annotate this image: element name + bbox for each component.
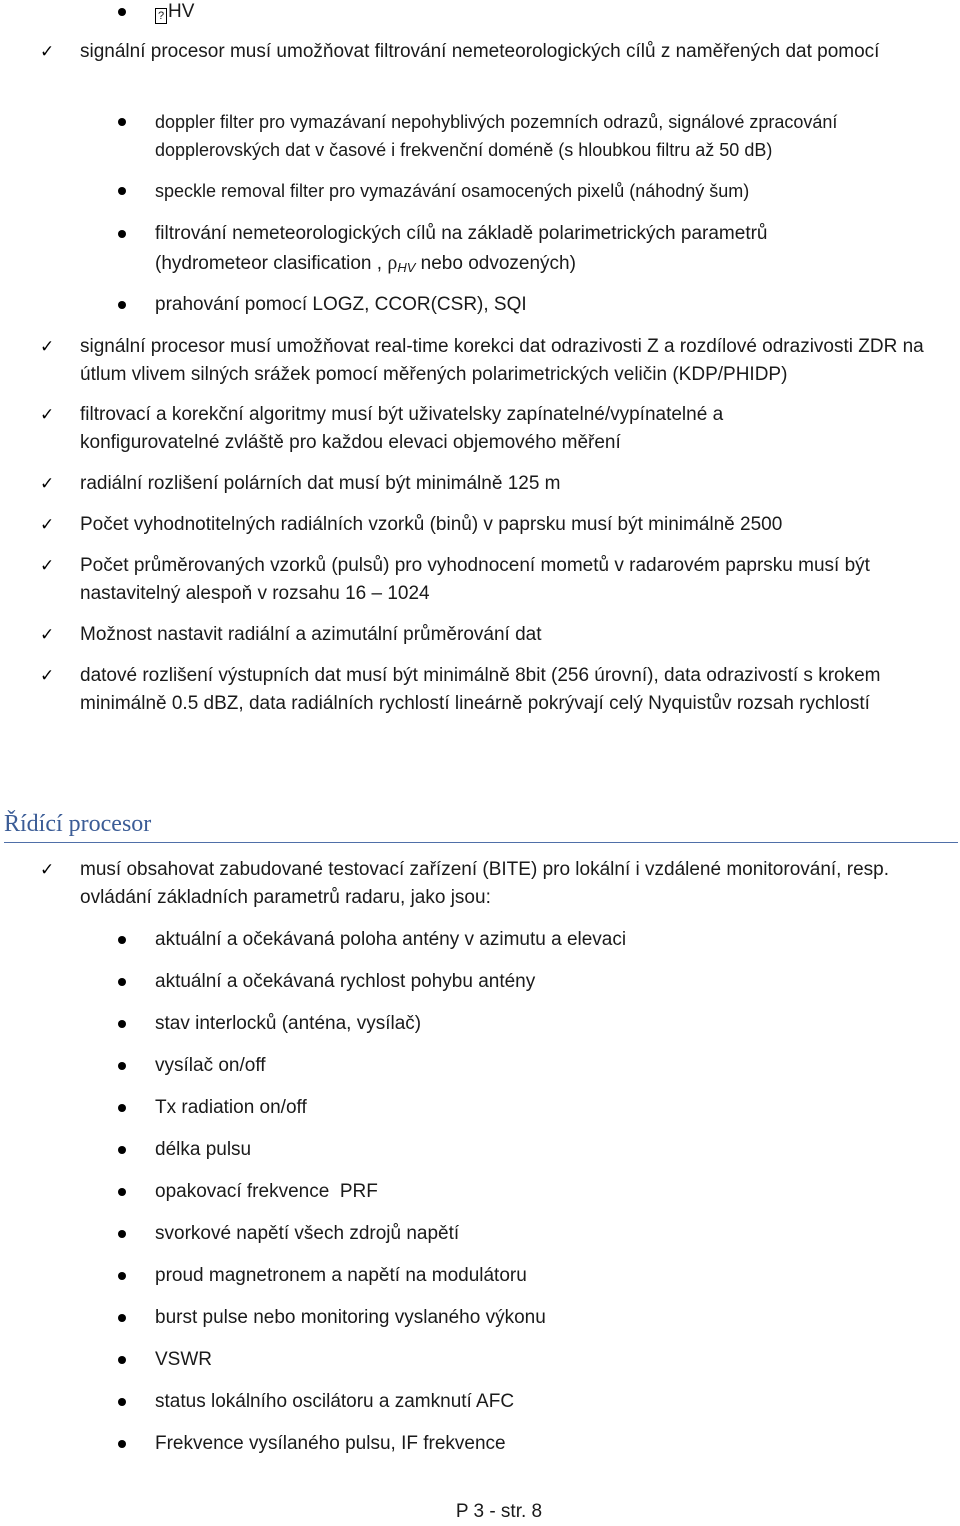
polarimetric-line: (hydrometeor clasification , $\rho_{HV}$ nebo odvozených): [155, 252, 576, 275]
bullet-icon: [118, 1398, 126, 1406]
checkmark-icon: ✓: [40, 515, 55, 535]
check-item-text: datové rozlišení výstupních dat musí být minimálně 8bit (256 úrovní), data odrazivostí s krokem minimálně 0.5 dBZ, data radiálních rychlostí lineárně pokrývají celý Nyquistův rozsah rychlostí: [80, 665, 881, 714]
list-item-text: speckle removal filter pro vymazávání osamocených pixelů (náhodný šum): [155, 181, 750, 201]
checkmark-icon: ✓: [40, 625, 55, 645]
check-item-text: signální procesor musí umožňovat real-time korekci dat odrazivosti Z a rozdílové odrazivosti ZDR na útlum vlivem silných srážek pomocí měřených polarimetrických veličin (KDP/PHIDP): [80, 336, 924, 385]
rho-symbol: ρ: [387, 252, 398, 274]
check-item-text: Počet vyhodnotitelných radiálních vzorků (binů) v paprsku musí být minimálně 2500: [80, 514, 783, 535]
check-item-text: signální procesor musí umožňovat filtrování nemeteorologických cílů z naměřených dat pomocí: [80, 41, 880, 62]
list-item-text: doppler filter pro vymazávaní nepohyblivých pozemních odrazů, signálové zpracování dopplerovských dat v časové i frekvenční doméně (s hloubkou filtru až 50 dB): [155, 112, 838, 160]
bullet-icon: [118, 936, 126, 944]
checkmark-icon: ✓: [40, 405, 55, 425]
missing-glyph-icon: ?: [155, 8, 167, 24]
checkmark-icon: ✓: [40, 556, 55, 576]
list-item-text: VSWR: [155, 1349, 212, 1370]
list-item-text: burst pulse nebo monitoring vyslaného výkonu: [155, 1307, 546, 1328]
list-item-text: prahování pomocí LOGZ, CCOR(CSR), SQI: [155, 294, 527, 315]
list-item-text: opakovací frekvence PRF: [155, 1181, 378, 1202]
bullet-icon: [118, 1272, 126, 1280]
list-item-text: svorkové napětí všech zdrojů napětí: [155, 1223, 460, 1244]
checkmark-icon: ✓: [40, 666, 55, 686]
bullet-icon: [118, 301, 126, 309]
rho-subscript: HV: [397, 260, 416, 275]
bullet-icon: [118, 1230, 126, 1238]
list-item-text: délka pulsu: [155, 1139, 252, 1160]
bullet-icon: [118, 1356, 126, 1364]
checkmark-icon: ✓: [40, 42, 55, 62]
list-item-text: aktuální a očekávaná poloha antény v azimutu a elevaci: [155, 929, 627, 950]
checkmark-icon: ✓: [40, 860, 55, 880]
check-item-text: radiální rozlišení polárních dat musí být minimálně 125 m: [80, 473, 561, 494]
list-item-text: Tx radiation on/off: [155, 1097, 307, 1118]
check-item-text: Počet průměrovaných vzorků (pulsů) pro vyhodnocení mometů v radarovém paprsku musí být nastavitelný alespoň v rozsahu 16 – 1024: [80, 555, 870, 604]
section-heading: Řídící procesor: [4, 806, 958, 843]
check-item-text: filtrovací a korekční algoritmy musí být uživatelsky zapínatelné/vypínatelné a konfigurovatelné zvláště pro každou elevaci objemového měření: [80, 404, 724, 453]
bullet-icon: [118, 118, 126, 126]
page-number: P 3 - str. 8: [455, 1501, 543, 1522]
bullet-icon: [118, 230, 126, 238]
bullet-icon: [118, 1314, 126, 1322]
bullet-icon: [118, 1188, 126, 1196]
check-item-text: musí obsahovat zabudované testovací zařízení (BITE) pro lokální i vzdálené monitorování, resp. ovládání základních parametrů radaru, jako jsou:: [80, 859, 889, 908]
list-item-text: aktuální a očekávaná rychlost pohybu antény: [155, 971, 536, 992]
bullet-icon: [118, 978, 126, 986]
list-item-text: proud magnetronem a napětí na modulátoru: [155, 1265, 527, 1286]
bullet-icon: [118, 1440, 126, 1448]
bullet-icon: [118, 1104, 126, 1112]
checkmark-icon: ✓: [40, 337, 55, 357]
list-item-text: status lokálního oscilátoru a zamknutí AFC: [155, 1391, 515, 1412]
bullet-icon: [118, 187, 126, 195]
top-fragment-text: ? HV: [155, 0, 955, 26]
bullet-icon: [118, 8, 126, 16]
list-item-text: Frekvence vysílaného pulsu, IF frekvence: [155, 1433, 506, 1454]
list-item-text: filtrování nemeteorologických cílů na základě polarimetrických parametrů: [155, 223, 768, 244]
bullet-icon: [118, 1146, 126, 1154]
bullet-icon: [118, 1062, 126, 1070]
checkmark-icon: ✓: [40, 474, 55, 494]
check-item-text: Možnost nastavit radiální a azimutální průměrování dat: [80, 624, 542, 645]
list-item-text: vysílač on/off: [155, 1055, 266, 1076]
bullet-icon: [118, 1020, 126, 1028]
list-item-text: stav interlocků (anténa, vysílač): [155, 1013, 422, 1034]
